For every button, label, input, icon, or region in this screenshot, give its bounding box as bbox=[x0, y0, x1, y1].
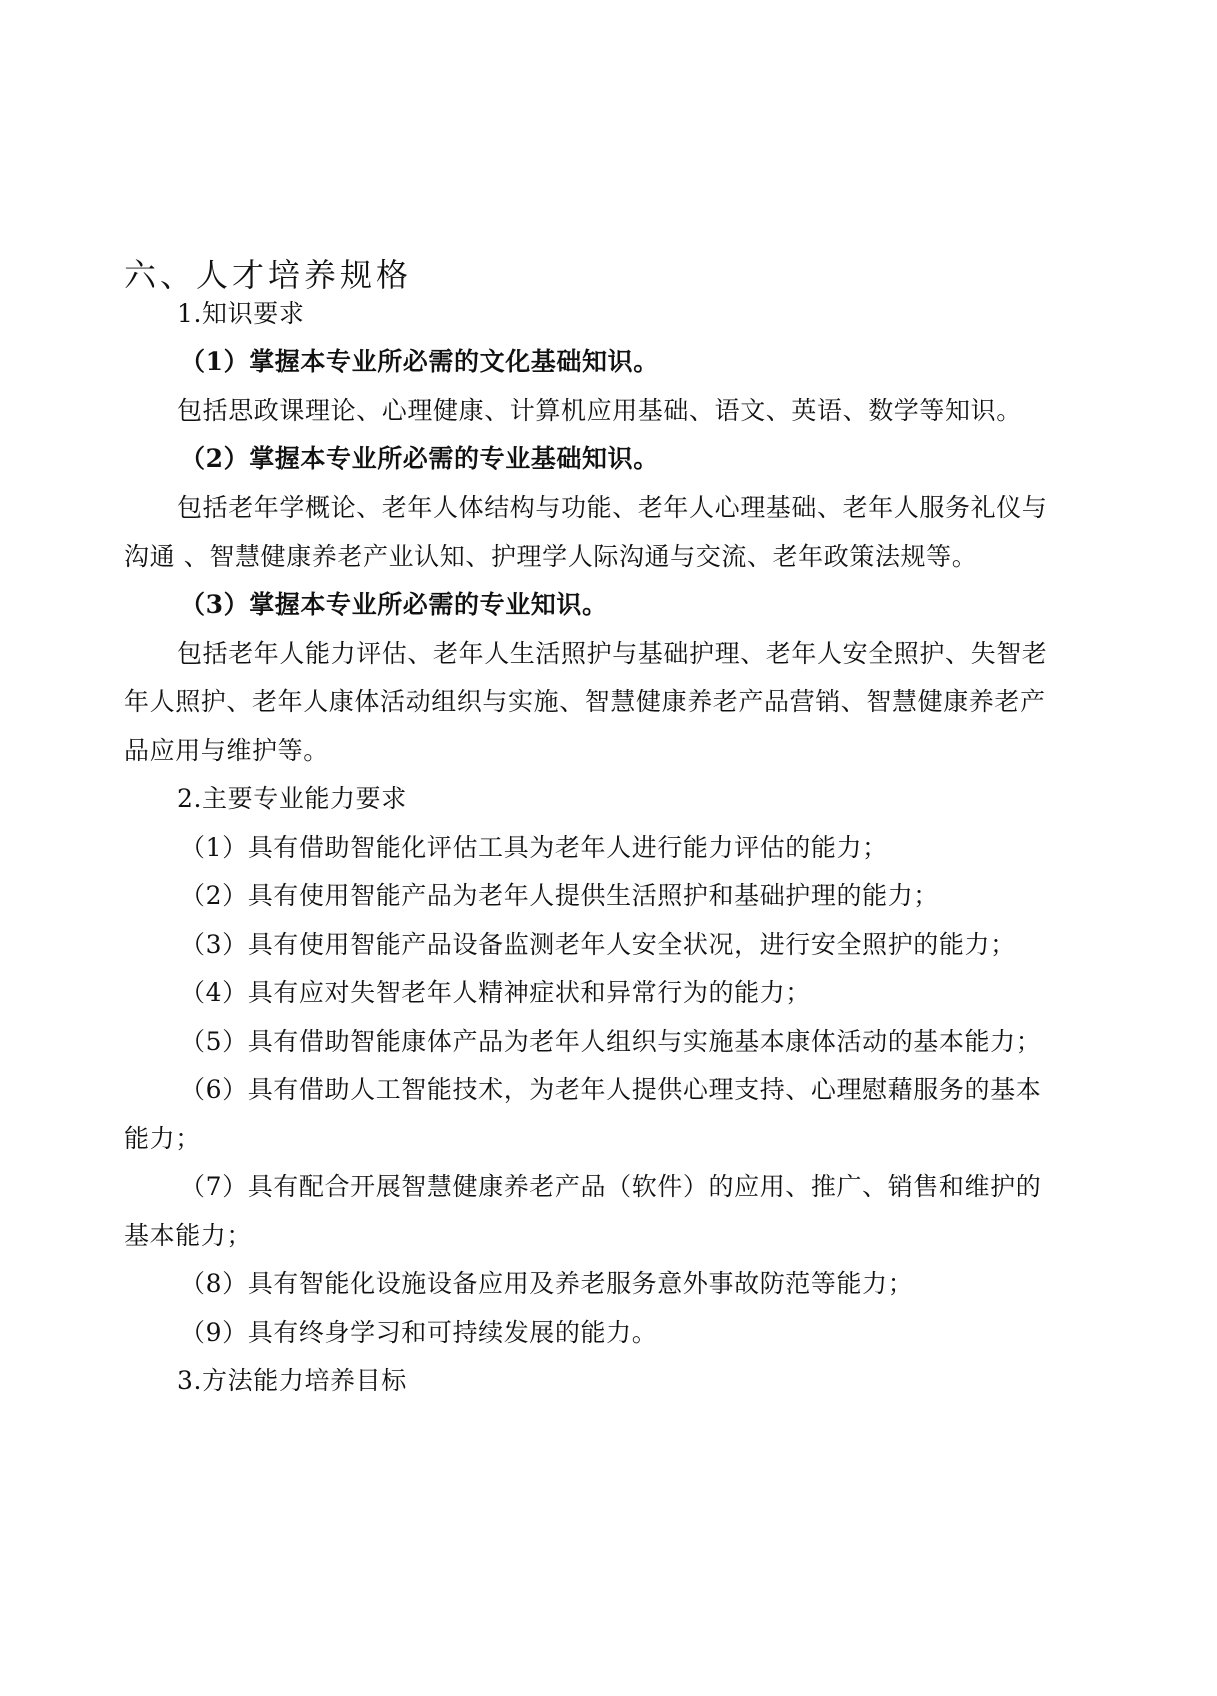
section-title: 六、人才培养规格 bbox=[124, 256, 413, 294]
ability-item-1: （1）具有借助智能化评估工具为老年人进行能力评估的能力； bbox=[180, 833, 888, 862]
knowledge-item-3-body-line-3: 品应用与维护等。 bbox=[124, 736, 329, 765]
ability-item-6-line-2: 能力； bbox=[124, 1124, 201, 1153]
knowledge-item-1-body: 包括思政课理论、心理健康、计算机应用基础、语文、英语、数学等知识。 bbox=[177, 396, 1022, 425]
ability-item-8: （8）具有智能化设施设备应用及养老服务意外事故防范等能力； bbox=[180, 1269, 914, 1298]
ability-heading: 2.主要专业能力要求 bbox=[177, 784, 407, 813]
knowledge-item-3-title: （3）掌握本专业所必需的专业知识。 bbox=[180, 590, 608, 619]
knowledge-item-2-body-line-1: 包括老年学概论、老年人体结构与功能、老年人心理基础、老年人服务礼仪与 bbox=[177, 493, 1048, 522]
ability-item-7-line-2: 基本能力； bbox=[124, 1221, 253, 1250]
ability-item-9: （9）具有终身学习和可持续发展的能力。 bbox=[180, 1318, 658, 1347]
knowledge-item-1-title: （1）掌握本专业所必需的文化基础知识。 bbox=[180, 347, 659, 376]
ability-item-5: （5）具有借助智能康体产品为老年人组织与实施基本康体活动的基本能力； bbox=[180, 1027, 1042, 1056]
ability-item-2: （2）具有使用智能产品为老年人提供生活照护和基础护理的能力； bbox=[180, 881, 939, 910]
knowledge-heading: 1.知识要求 bbox=[177, 299, 305, 328]
method-heading: 3.方法能力培养目标 bbox=[177, 1366, 407, 1395]
knowledge-item-3-body-line-2: 年人照护、老年人康体活动组织与实施、智慧健康养老产品营销、智慧健康养老产 bbox=[124, 687, 1046, 716]
knowledge-item-3-body-line-1: 包括老年人能力评估、老年人生活照护与基础护理、老年人安全照护、失智老 bbox=[177, 639, 1048, 668]
ability-item-7-line-1: （7）具有配合开展智慧健康养老产品（软件）的应用、推广、销售和维护的 bbox=[180, 1172, 1042, 1201]
knowledge-item-2-title: （2）掌握本专业所必需的专业基础知识。 bbox=[180, 444, 659, 473]
ability-item-4: （4）具有应对失智老年人精神症状和异常行为的能力； bbox=[180, 978, 811, 1007]
ability-item-6-line-1: （6）具有借助人工智能技术，为老年人提供心理支持、心理慰藉服务的基本 bbox=[180, 1075, 1042, 1104]
ability-item-3: （3）具有使用智能产品设备监测老年人安全状况，进行安全照护的能力； bbox=[180, 930, 1016, 959]
knowledge-item-2-body-line-2: 沟通 、智慧健康养老产业认知、护理学人际沟通与交流、老年政策法规等。 bbox=[124, 542, 978, 571]
